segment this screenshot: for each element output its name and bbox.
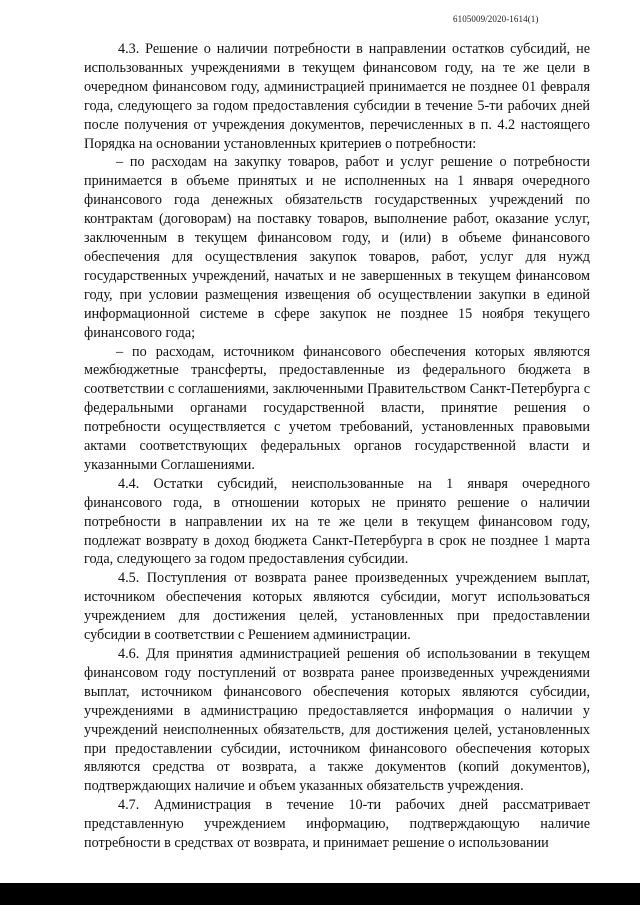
scan-bottom-edge xyxy=(0,883,640,905)
paragraph-4-6: 4.6. Для принятия администрацией решения об использовании в текущем финансовом году поступлений от возврата ранее произведенных учреждениями выплат, источником финансового обеспечения которых являются субсидии, учреждениями в администрацию предоставляется информация о наличии у учреждений неисполненных обязательств, для достижения целей, установленных при предоставлении субсидии, источником финансового обеспечения которых являются средства от возврата, а также документов (копий документов), подтверждающих наличие и объем указанных обязательств учреждения. xyxy=(84,646,590,795)
document-body xyxy=(84,40,590,853)
list-item-transfers: – по расходам, источником финансового обеспечения которых являются межбюджетные трансферты, предоставленные из федерального бюджета в соответствии с соглашениями, заключенными Правительством Санкт-Петербурга с федеральными органами государственной власти, принятие решения о потребности осуществляется с учетом требований, установленных правовыми актами соответствующих федеральных органов государственной власти и указанными Соглашениями. xyxy=(84,343,590,473)
paragraph-4-7: 4.7. Администрация в течение 10-ти рабочих дней рассматривает представленную учреждением информацию, подтверждающую наличие потребности в средствах от возврата, и принимает решение о использовании xyxy=(84,797,590,852)
paragraph-4-4: 4.4. Остатки субсидий, неиспользованные на 1 января очередного финансового года, в отношении которых не принято решение о наличии потребности в направлении их на те же цели в текущем финансовом году, подлежат возврату в доход бюджета Санкт-Петербурга в срок не позднее 1 марта года, следующего за годом предоставления субсидии. xyxy=(84,475,590,568)
list-item-procurement: – по расходам на закупку товаров, работ и услуг решение о потребности принимается в объеме принятых и не исполненных на 1 января очередного финансового года денежных обязательств государственных учреждений по контрактам (договорам) на поставку товаров, выполнение работ, оказание услуг, заключенным в текущем финансовом году, и (или) в объеме финансового обеспечения для осуществления закупок товаров, работ, услуг для нужд государственных учреждений, начатых и не завершенных в текущем финансовом году, при условии размещения извещения об осуществлении закупки в единой информационной системе в сфере закупок не позднее 15 ноября текущего финансового года; xyxy=(84,154,590,341)
document-code: 6105009/2020-1614(1) xyxy=(453,14,539,24)
paragraph-4-3: 4.3. Решение о наличии потребности в направлении остатков субсидий, не использованных учреждениями в текущем финансовом году, на те же цели в очередном финансовом году, администрацией принимается не позднее 01 февраля года, следующего за годом предоставления субсидии в течение 5-ти рабочих дней после получения от учреждения документов, перечисленных в п. 4.2 настоящего Порядка на основании установленных критериев о потребности: xyxy=(84,41,590,152)
paragraph-4-5: 4.5. Поступления от возврата ранее произведенных учреждением выплат, источником обеспечения которых являются субсидии, могут использоваться учреждением для достижения целей, установленных при предоставлении субсидии в соответствии с Решением администрации. xyxy=(84,570,590,644)
